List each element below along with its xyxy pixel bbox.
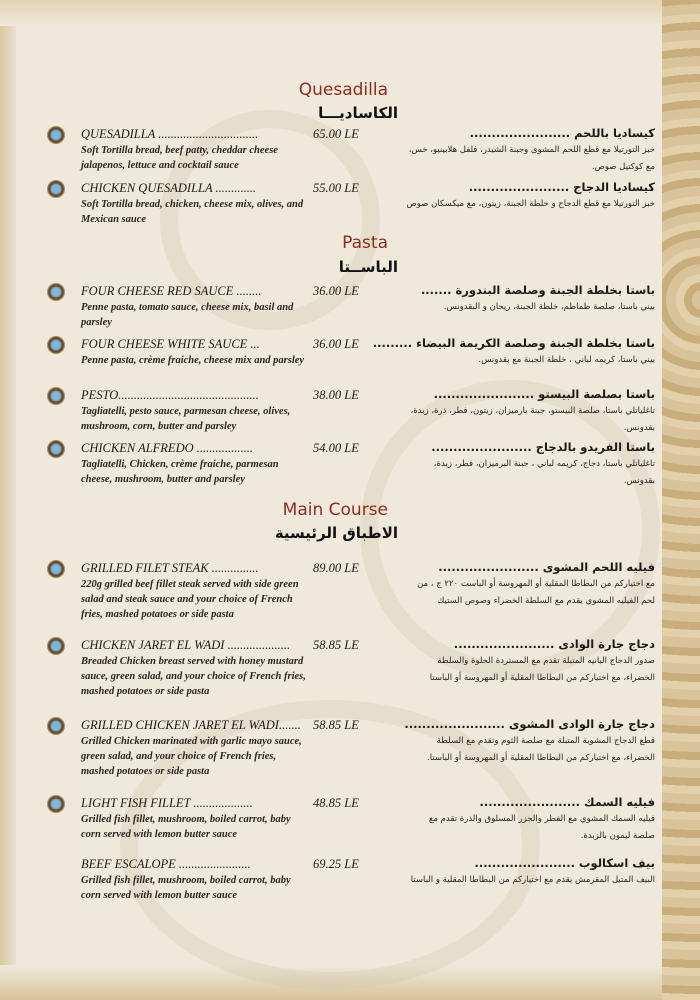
item-name: FOUR CHEESE WHITE SAUCE ... <box>81 337 260 351</box>
item-name: QUESADILLA ................................ <box>81 127 259 141</box>
item-price: 36.00 LE <box>313 284 359 298</box>
item-description: Penne pasta, crème fraiche, cheese mix and parsley <box>81 355 305 366</box>
item-price: 55.00 LE <box>313 181 359 195</box>
item-name-arabic: باستا بخلطة الجبنة وصلصة البندورة ....... <box>420 283 655 297</box>
item-name-arabic: كيساديا باللحم ....................... <box>469 126 655 140</box>
left-border <box>0 0 16 1000</box>
item-price: 89.00 LE <box>313 561 359 575</box>
decorative-right-border <box>662 0 700 1000</box>
item-description: Tagliatelli, pesto sauce, parmesan cheese, olives, mushroom, corn, butter and parsley <box>81 406 291 432</box>
item-price: 65.00 LE <box>313 127 359 141</box>
item-price: 38.00 LE <box>313 388 359 402</box>
item-name: GRILLED CHICKEN JARET EL WADI....... <box>81 718 301 732</box>
item-name: CHICKEN ALFREDO .................. <box>81 441 253 455</box>
item-name-arabic: باستا الفريدو بالدجاج ....................... <box>431 440 655 454</box>
bullet-icon <box>48 718 64 734</box>
item-name-arabic: فيليه السمك ....................... <box>479 795 655 809</box>
bullet-icon <box>48 796 64 812</box>
item-name: FOUR CHEESE RED SAUCE ........ <box>81 284 262 298</box>
item-name: CHICKEN QUESADILLA ............. <box>81 181 257 195</box>
section-title: Main Course <box>282 500 388 520</box>
item-name: GRILLED FILET STEAK ............... <box>81 561 259 575</box>
item-description-arabic: خبز التورتيلا مع قطع اللحم المشوى وجبنة الشيدر، فلفل هلابينيو، خس، مع كوكتيل صوص. <box>408 145 655 172</box>
bullet-icon <box>48 127 64 143</box>
item-description: Grilled fish fillet, mushroom, boiled carrot, baby corn served with lemon butter sauce <box>81 875 291 901</box>
bullet-icon <box>48 441 64 457</box>
item-description-arabic: البيف المتبل المقرمش يقدم مع اختياركم من البطاطا المقلية و الباستا <box>410 875 655 885</box>
item-price: 58.85 LE <box>313 718 359 732</box>
item-description-arabic: مع اختياركم من البطاطا المقلية أو المهروسة أو الباست ٢٢٠ ج ، من لحم الفيليه المشوي يقدم مع السلطة الخضراء وصوص الستيك <box>417 579 655 606</box>
item-name: BEEF ESCALOPE ....................... <box>81 857 251 871</box>
item-description-arabic: بيني باستا، صلصة طماطم، خلطة الجبنة، ريحان و البقدونس. <box>443 302 655 312</box>
item-description-arabic: فيليه السمك المشوي مع الفطر والجزر المسلوق والذرة تقدم مع صلصة ليمون بالزبدة. <box>428 814 655 841</box>
item-name-arabic: دجاج جارة الوادى ....................... <box>453 637 655 651</box>
section-title: Quesadilla <box>298 80 388 100</box>
item-description: Penne pasta, tomato sauce, cheese mix, basil and parsley <box>81 302 294 328</box>
item-description: Tagliatelli, Chicken, crème fraiche, parmesan cheese, mushroom, butter and parsley <box>81 459 279 485</box>
item-name: LIGHT FISH FILLET ................... <box>81 796 253 810</box>
bullet-icon <box>48 388 64 404</box>
section-title-arabic: الكاساديـــا <box>318 104 398 122</box>
item-name-arabic: باستا بصلصة البيستو ....................... <box>433 387 655 401</box>
item-name-arabic: فيليه اللحم المشوى ....................... <box>438 560 655 574</box>
item-description: Soft Tortilla bread, beef patty, cheddar cheese jalapenos, lettuce and cocktail sauce <box>81 145 278 171</box>
item-description: Soft Tortilla bread, chicken, cheese mix, olives, and Mexican sauce <box>81 199 304 225</box>
item-price: 58.85 LE <box>313 638 359 652</box>
item-description: Breaded Chicken breast served with honey mustard sauce, green salad, and your choice of French fries, mashed potatoes or side pasta <box>81 656 306 697</box>
item-description: Grilled fish fillet, mushroom, boiled carrot, baby corn served with lemon butter sauce <box>81 814 291 840</box>
item-name-arabic: باستا بخلطة الجبنة وصلصة الكريمة البيضاء ......... <box>372 336 655 350</box>
item-description-arabic: بيني باستا، كريمه لباني ، خلطة الجبنة مع بقدونس. <box>478 355 655 365</box>
item-name: CHICKEN JARET EL WADI .................... <box>81 638 291 652</box>
item-name-arabic: كيساديا الدجاج ....................... <box>468 180 655 194</box>
section-title: Pasta <box>342 233 388 253</box>
item-name-arabic: دجاج جارة الوادى المشوى ....................... <box>404 717 655 731</box>
item-description-arabic: قطع الدجاج المشوية المتبلة مع صلصة الثوم وتقدم مع السلطة الخضراء، مع اختياركم من البطاطا المقلية أو المهروسة أو الباستا. <box>427 736 655 763</box>
item-description-arabic: خبز التورتيلا مع قطع الدجاج و خلطة الجبنة، زيتون، مع ميكسكان صوص <box>406 199 655 209</box>
section-title-arabic: الباســتا <box>338 258 398 276</box>
section-title-arabic: الاطباق الرئيسية <box>274 524 398 542</box>
item-description-arabic: صدور الدجاج البانيه المتبلة تقدم مع المستردة الحلوة والسلطة الخضراء، مع اختياركم من البطاطا المقلية أو المهروسة أو الباستا <box>429 656 655 683</box>
top-border <box>0 0 700 26</box>
bullet-icon <box>48 337 64 353</box>
item-description-arabic: تاغلياتلي باستا، صلصة البيستو، جبنة بارميزان، زيتون، فطر، ذرة، زبدة، بقدونس. <box>410 406 655 433</box>
bullet-icon <box>48 284 64 300</box>
item-price: 69.25 LE <box>313 857 359 871</box>
item-price: 36.00 LE <box>313 337 359 351</box>
item-description: Grilled Chicken marinated with garlic mayo sauce, green salad, and your choice of French fries, mashed potatoes or side pasta <box>81 736 302 777</box>
bullet-icon <box>48 181 64 197</box>
item-description: 220g grilled beef fillet steak served with side green salad and steak sauce and your choice of French fries, mashed potatoes or side pasta <box>81 579 299 620</box>
item-price: 54.00 LE <box>313 441 359 455</box>
item-price: 48.85 LE <box>313 796 359 810</box>
item-name-arabic: بيف اسكالوب ....................... <box>474 856 655 870</box>
item-description-arabic: تاغلياتلي باستا، دجاج، كريمه لباني ، جبنة البرميزان، فطر، زبدة، بقدونس. <box>433 459 655 486</box>
bullet-icon <box>48 561 64 577</box>
item-name: PESTO............................................. <box>81 388 259 402</box>
bullet-icon <box>48 638 64 654</box>
